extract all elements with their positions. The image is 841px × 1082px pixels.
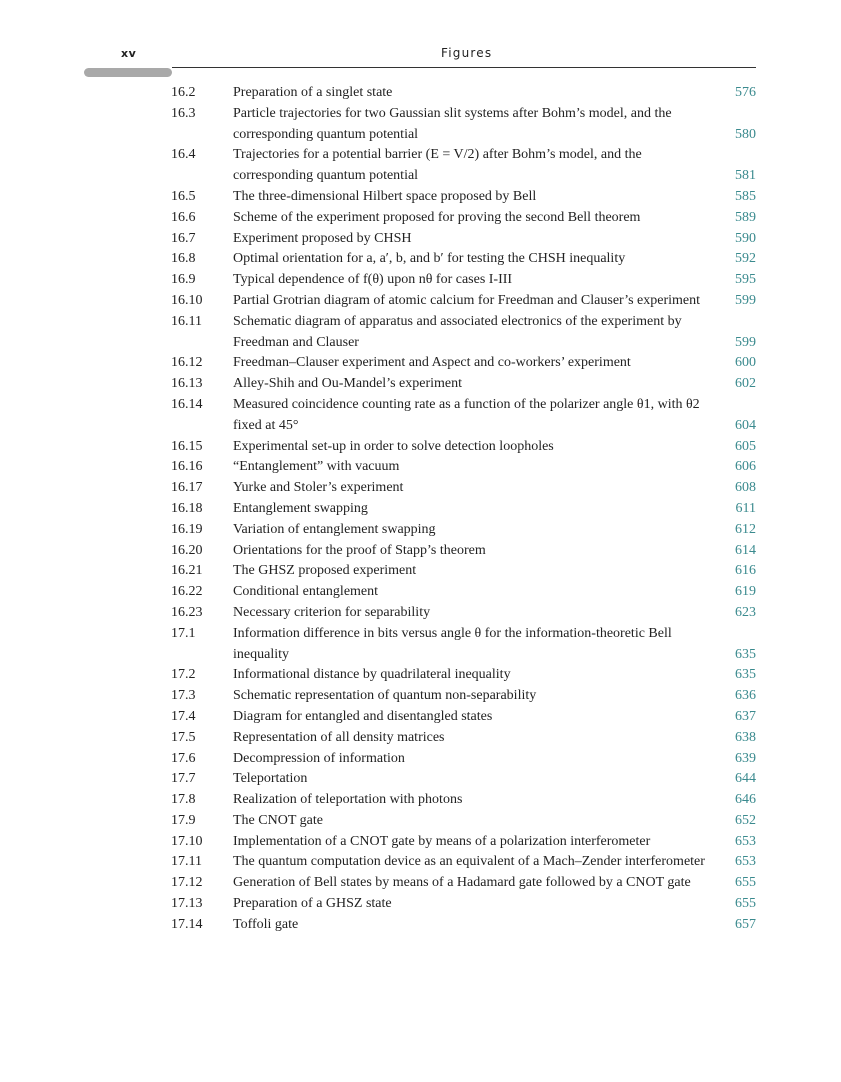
figure-title: Partial Grotrian diagram of atomic calcium for Freedman and Clauser’s experiment [233, 292, 701, 308]
figure-page-link[interactable]: 608 [735, 480, 756, 496]
figure-number: 16.23 [171, 604, 203, 620]
figure-entry[interactable] [171, 873, 756, 894]
figure-page-link[interactable]: 592 [735, 251, 756, 267]
figure-page-link[interactable]: 599 [735, 292, 756, 308]
figure-number: 16.20 [171, 542, 203, 558]
figure-page-link[interactable]: 602 [735, 376, 756, 392]
figure-title: Preparation of a GHSZ state [233, 896, 392, 912]
figure-entry[interactable] [171, 270, 756, 291]
figure-entry[interactable] [171, 541, 756, 562]
figure-number: 16.14 [171, 396, 203, 412]
figure-page-link[interactable]: 638 [735, 729, 756, 745]
figure-entry[interactable] [171, 811, 756, 832]
figure-entry[interactable] [171, 749, 756, 770]
figure-entry[interactable] [171, 229, 756, 250]
figure-entry[interactable] [171, 582, 756, 603]
figure-page-link[interactable]: 635 [735, 667, 756, 683]
figure-number: 16.9 [171, 272, 196, 288]
figure-page-link[interactable]: 595 [735, 272, 756, 288]
figure-title: “Entanglement” with vacuum [233, 459, 400, 475]
figure-number: 17.6 [171, 750, 196, 766]
figure-page-link[interactable]: 590 [735, 230, 756, 246]
figure-title: Generation of Bell states by means of a Hadamard gate followed by a CNOT gate [233, 875, 691, 891]
figure-title: Informational distance by quadrilateral inequality [233, 667, 511, 683]
figure-entry[interactable] [171, 249, 756, 270]
figure-number: 17.1 [171, 625, 196, 641]
figure-title: The CNOT gate [233, 812, 323, 828]
figure-number: 17.4 [171, 708, 196, 724]
figure-entry[interactable] [171, 395, 756, 437]
figure-title: Particle trajectories for two Gaussian slit systems after Bohm’s model, and the corresponding quantum potential [233, 105, 672, 142]
figure-title: Schematic diagram of apparatus and associated electronics of the experiment by Freedman and Clauser [233, 313, 682, 350]
figure-entry[interactable] [171, 208, 756, 229]
figure-entry[interactable] [171, 353, 756, 374]
figure-page-link[interactable]: 635 [735, 646, 756, 662]
figure-number: 16.13 [171, 376, 203, 392]
figure-page-link[interactable]: 623 [735, 604, 756, 620]
figure-number: 16.10 [171, 292, 203, 308]
figure-page-link[interactable]: 644 [735, 771, 756, 787]
figure-page-link[interactable]: 580 [735, 126, 756, 142]
figure-page-link[interactable]: 611 [735, 500, 756, 516]
figure-title: Information difference in bits versus angle θ for the information-theoretic Bell inequality [233, 625, 672, 662]
figure-title: Experiment proposed by CHSH [233, 230, 412, 246]
figure-title: Freedman–Clauser experiment and Aspect and co-workers’ experiment [233, 355, 631, 371]
figure-page-link[interactable]: 616 [735, 563, 756, 579]
figure-title: The three-dimensional Hilbert space proposed by Bell [233, 188, 537, 204]
figure-entry[interactable] [171, 187, 756, 208]
figure-number: 16.16 [171, 459, 203, 475]
list-of-figures [171, 83, 756, 936]
figure-entry[interactable] [171, 291, 756, 312]
figure-entry[interactable] [171, 790, 756, 811]
figure-number: 16.19 [171, 521, 203, 537]
figure-number: 17.9 [171, 812, 196, 828]
figure-title: Orientations for the proof of Stapp’s theorem [233, 542, 486, 558]
figure-page-link[interactable]: 637 [735, 708, 756, 724]
figure-title: Representation of all density matrices [233, 729, 445, 745]
figure-page-link[interactable]: 600 [735, 355, 756, 371]
figure-entry[interactable] [171, 707, 756, 728]
figure-title: Variation of entanglement swapping [233, 521, 436, 537]
figure-entry[interactable] [171, 665, 756, 686]
figure-page-link[interactable]: 619 [735, 584, 756, 600]
figure-number: 16.18 [171, 500, 203, 516]
figure-entry[interactable] [171, 852, 756, 873]
figure-page-link[interactable]: 646 [735, 792, 756, 808]
figure-number: 16.11 [171, 313, 202, 329]
figure-page-link[interactable]: 599 [735, 334, 756, 350]
figure-title: Preparation of a singlet state [233, 85, 393, 100]
running-header-title: Figures [441, 46, 493, 60]
figure-page-link[interactable]: 612 [735, 521, 756, 537]
figure-entry[interactable] [171, 374, 756, 395]
figure-number: 17.11 [171, 854, 202, 870]
figure-number: 16.8 [171, 251, 196, 267]
figure-number: 16.7 [171, 230, 196, 246]
figure-entry[interactable] [171, 83, 756, 104]
figure-number: 17.14 [171, 916, 203, 932]
figure-title: The GHSZ proposed experiment [233, 563, 417, 579]
figure-title: Experimental set-up in order to solve detection loopholes [233, 438, 554, 454]
figure-title: Implementation of a CNOT gate by means of a polarization interferometer [233, 833, 651, 849]
figure-number: 16.6 [171, 209, 196, 225]
figure-entry[interactable] [171, 561, 756, 582]
figure-number: 17.2 [171, 667, 196, 683]
figure-number: 17.8 [171, 792, 196, 808]
figure-number: 16.2 [171, 85, 196, 100]
figure-page-link[interactable]: 657 [735, 916, 756, 932]
figure-number: 16.5 [171, 188, 196, 204]
figure-title: Optimal orientation for a, a′, b, and b′ for testing the CHSH inequality [233, 251, 626, 267]
figure-title: Diagram for entangled and disentangled states [233, 708, 493, 724]
figure-page-link[interactable]: 639 [735, 750, 756, 766]
figure-page-link[interactable]: 653 [735, 833, 756, 849]
figure-entry[interactable] [171, 769, 756, 790]
figure-number: 16.21 [171, 563, 203, 579]
figure-entry[interactable] [171, 478, 756, 499]
figure-title: Typical dependence of f(θ) upon nθ for cases I-III [233, 272, 513, 288]
figure-number: 16.15 [171, 438, 203, 454]
figure-entry[interactable] [171, 832, 756, 853]
figure-title: Alley-Shih and Ou-Mandel’s experiment [233, 376, 463, 392]
figure-entry[interactable] [171, 686, 756, 707]
figure-title: Scheme of the experiment proposed for proving the second Bell theorem [233, 209, 641, 225]
figure-title: Trajectories for a potential barrier (E = V/2) after Bohm’s model, and the corresponding quantum potential [233, 147, 642, 184]
figure-entry[interactable] [171, 603, 756, 624]
figure-title: Schematic representation of quantum non-separability [233, 688, 537, 704]
figure-title: Measured coincidence counting rate as a function of the polarizer angle θ1, with θ2 fixed at 45° [233, 396, 700, 433]
figure-entry[interactable] [171, 728, 756, 749]
figure-number: 16.17 [171, 480, 203, 496]
figure-title: The quantum computation device as an equivalent of a Mach–Zender interferometer [233, 854, 705, 870]
figure-number: 17.13 [171, 896, 203, 912]
figure-entry[interactable] [171, 624, 756, 666]
figure-page-link[interactable]: 652 [735, 812, 756, 828]
figure-page-link[interactable]: 581 [735, 168, 756, 184]
figure-entry[interactable] [171, 457, 756, 478]
figure-title: Decompression of information [233, 750, 405, 766]
figure-entry[interactable] [171, 104, 756, 146]
figure-entry[interactable] [171, 145, 756, 187]
figure-page-link[interactable]: 636 [735, 688, 756, 704]
figure-title: Yurke and Stoler’s experiment [233, 480, 404, 496]
figure-number: 16.12 [171, 355, 203, 371]
figure-page-link[interactable]: 589 [735, 209, 756, 225]
figure-page-link[interactable]: 655 [735, 875, 756, 891]
figure-title: Toffoli gate [233, 916, 299, 932]
figure-number: 16.22 [171, 584, 203, 600]
figure-page-link[interactable]: 606 [735, 459, 756, 475]
figure-number: 16.4 [171, 147, 196, 163]
figure-number: 17.7 [171, 771, 196, 787]
figure-page-link[interactable]: 605 [735, 438, 756, 454]
figure-number: 17.12 [171, 875, 203, 891]
figure-number: 17.3 [171, 688, 196, 704]
figure-title: Conditional entanglement [233, 584, 379, 600]
figure-entry[interactable] [171, 312, 756, 354]
figure-title: Realization of teleportation with photons [233, 792, 463, 808]
figure-number: 17.10 [171, 833, 203, 849]
figure-number: 16.3 [171, 105, 196, 121]
figure-number: 17.5 [171, 729, 196, 745]
figure-entry[interactable] [171, 894, 756, 915]
figure-entry[interactable] [171, 437, 756, 458]
figure-page-link[interactable]: 604 [735, 417, 756, 433]
figure-entry[interactable] [171, 520, 756, 541]
figure-page-link[interactable]: 585 [735, 188, 756, 204]
header-rule [172, 67, 756, 68]
margin-tab [84, 68, 172, 77]
figure-page-link[interactable]: 576 [735, 85, 756, 100]
figure-entry[interactable] [171, 499, 756, 520]
figure-title: Entanglement swapping [233, 500, 368, 516]
figure-entry[interactable] [171, 915, 756, 936]
figure-title: Teleportation [233, 771, 308, 787]
figure-page-link[interactable]: 653 [735, 854, 756, 870]
figure-page-link[interactable]: 655 [735, 896, 756, 912]
page-number: xv [121, 47, 137, 60]
figure-title: Necessary criterion for separability [233, 604, 431, 620]
figure-page-link[interactable]: 614 [735, 542, 756, 558]
